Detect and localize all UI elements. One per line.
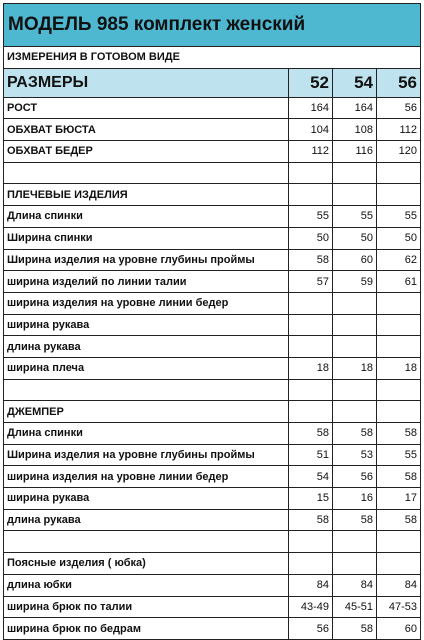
table-row [4, 184, 421, 206]
row-value-cell[interactable]: 164 [289, 97, 333, 119]
row-value-cell[interactable]: 84 [289, 574, 333, 596]
table-row [4, 162, 421, 184]
row-value-cell[interactable] [377, 553, 421, 575]
row-value-cell[interactable]: 17 [377, 488, 421, 510]
row-value-cell[interactable]: 58 [333, 423, 377, 445]
row-value-cell[interactable]: 62 [377, 249, 421, 271]
row-value-cell[interactable]: 55 [377, 206, 421, 228]
row-value-cell[interactable]: 59 [333, 271, 377, 293]
row-label-cell[interactable]: ширина брюк по талии [4, 596, 289, 618]
row-value-cell[interactable]: 58 [289, 509, 333, 531]
row-label-cell[interactable]: ширина изделия на уровне линии бедер [4, 292, 289, 314]
table-row [4, 249, 421, 271]
row-label-cell[interactable]: Длина спинки [4, 423, 289, 445]
size-header-cell[interactable]: 56 [377, 68, 421, 97]
table-row [4, 423, 421, 445]
row-label-cell[interactable]: ширина плеча [4, 357, 289, 379]
row-value-cell[interactable]: 18 [333, 357, 377, 379]
row-value-cell[interactable] [377, 314, 421, 336]
table-row [4, 336, 421, 358]
row-value-cell[interactable]: 60 [333, 249, 377, 271]
row-value-cell[interactable]: 61 [377, 271, 421, 293]
row-value-cell[interactable] [377, 336, 421, 358]
row-value-cell[interactable]: 18 [377, 357, 421, 379]
row-value-cell[interactable]: 84 [377, 574, 421, 596]
row-label-cell[interactable]: ширина рукава [4, 314, 289, 336]
row-value-cell[interactable]: 18 [289, 357, 333, 379]
row-value-cell[interactable]: 50 [377, 227, 421, 249]
row-value-cell[interactable]: 45-51 [333, 596, 377, 618]
row-value-cell[interactable]: 84 [333, 574, 377, 596]
row-label-cell[interactable]: ширина изделий по линии талии [4, 271, 289, 293]
row-value-cell[interactable]: 164 [333, 97, 377, 119]
row-value-cell[interactable] [289, 162, 333, 184]
row-label-cell[interactable]: РОСТ [4, 97, 289, 119]
table-row [4, 357, 421, 379]
table-row [4, 141, 421, 163]
row-label-cell[interactable] [4, 162, 289, 184]
table-row [4, 444, 421, 466]
row-value-cell[interactable]: 57 [289, 271, 333, 293]
row-value-cell[interactable] [377, 379, 421, 401]
row-value-cell[interactable]: 16 [333, 488, 377, 510]
table-row [4, 379, 421, 401]
row-value-cell[interactable]: 58 [377, 466, 421, 488]
table-row [4, 618, 421, 640]
row-value-cell[interactable] [377, 162, 421, 184]
row-value-cell[interactable]: 50 [289, 227, 333, 249]
row-value-cell[interactable]: 112 [289, 141, 333, 163]
row-value-cell[interactable]: 50 [333, 227, 377, 249]
table-row [4, 466, 421, 488]
table-row [4, 227, 421, 249]
row-value-cell[interactable] [289, 553, 333, 575]
row-label-cell[interactable] [4, 379, 289, 401]
row-value-cell[interactable] [289, 379, 333, 401]
row-value-cell[interactable]: 51 [289, 444, 333, 466]
row-value-cell[interactable] [377, 292, 421, 314]
row-value-cell[interactable] [289, 531, 333, 553]
row-label-cell[interactable]: ширина рукава [4, 488, 289, 510]
row-value-cell[interactable]: 55 [333, 206, 377, 228]
row-label-cell[interactable]: Ширина спинки [4, 227, 289, 249]
row-label-cell[interactable]: длина рукава [4, 336, 289, 358]
row-label-cell[interactable]: ДЖЕМПЕР [4, 401, 289, 423]
row-value-cell[interactable] [289, 314, 333, 336]
row-label-cell[interactable]: длина юбки [4, 574, 289, 596]
table-row [4, 553, 421, 575]
row-label-cell[interactable] [4, 531, 289, 553]
size-table [3, 3, 421, 640]
row-value-cell[interactable] [377, 401, 421, 423]
sheet-title[interactable]: МОДЕЛЬ 985 комплект женский [4, 4, 421, 47]
table-row [4, 119, 421, 141]
row-value-cell[interactable]: 58 [333, 509, 377, 531]
table-row [4, 271, 421, 293]
row-value-cell[interactable] [377, 531, 421, 553]
row-value-cell[interactable]: 58 [333, 618, 377, 640]
size-chart-sheet [3, 3, 420, 640]
table-row [4, 206, 421, 228]
table-row [4, 596, 421, 618]
row-label-cell[interactable]: Длина спинки [4, 206, 289, 228]
row-label-cell[interactable]: Ширина изделия на уровне глубины проймы [4, 249, 289, 271]
row-value-cell[interactable]: 56 [333, 466, 377, 488]
row-label-cell[interactable]: ОБХВАТ БЕДЕР [4, 141, 289, 163]
row-value-cell[interactable]: 53 [333, 444, 377, 466]
row-value-cell[interactable] [289, 184, 333, 206]
row-value-cell[interactable]: 120 [377, 141, 421, 163]
row-label-cell[interactable]: ПЛЕЧЕВЫЕ ИЗДЕЛИЯ [4, 184, 289, 206]
row-value-cell[interactable] [333, 162, 377, 184]
table-row [4, 292, 421, 314]
table-row [4, 97, 421, 119]
row-value-cell[interactable] [333, 314, 377, 336]
row-value-cell[interactable]: 58 [377, 509, 421, 531]
table-row [4, 401, 421, 423]
title-row [4, 4, 421, 47]
row-label-cell[interactable]: Ширина изделия на уровне глубины проймы [4, 444, 289, 466]
row-value-cell[interactable]: 56 [377, 97, 421, 119]
row-value-cell[interactable] [333, 336, 377, 358]
row-value-cell[interactable] [333, 401, 377, 423]
row-value-cell[interactable] [377, 184, 421, 206]
table-row [4, 314, 421, 336]
row-label-cell[interactable]: ширина брюк по бедрам [4, 618, 289, 640]
row-value-cell[interactable]: 58 [289, 423, 333, 445]
row-value-cell[interactable]: 15 [289, 488, 333, 510]
row-value-cell[interactable] [333, 292, 377, 314]
row-value-cell[interactable] [289, 336, 333, 358]
sizes-label[interactable]: РАЗМЕРЫ [4, 68, 289, 97]
row-value-cell[interactable] [333, 379, 377, 401]
row-value-cell[interactable]: 58 [289, 249, 333, 271]
row-value-cell[interactable]: 56 [289, 618, 333, 640]
row-value-cell[interactable] [333, 184, 377, 206]
row-value-cell[interactable]: 55 [289, 206, 333, 228]
sizes-header-row [4, 68, 421, 97]
row-value-cell[interactable] [289, 401, 333, 423]
row-value-cell[interactable]: 108 [333, 119, 377, 141]
row-value-cell[interactable]: 60 [377, 618, 421, 640]
row-value-cell[interactable] [333, 553, 377, 575]
table-row [4, 531, 421, 553]
row-label-cell[interactable]: ширина изделия на уровне линии бедер [4, 466, 289, 488]
row-label-cell[interactable]: ОБХВАТ БЮСТА [4, 119, 289, 141]
table-row [4, 574, 421, 596]
size-header-cell[interactable]: 54 [333, 68, 377, 97]
sheet-subtitle[interactable]: ИЗМЕРЕНИЯ В ГОТОВОМ ВИДЕ [4, 47, 421, 69]
row-label-cell[interactable]: Поясные изделия ( юбка) [4, 553, 289, 575]
row-value-cell[interactable]: 116 [333, 141, 377, 163]
row-value-cell[interactable]: 47-53 [377, 596, 421, 618]
row-value-cell[interactable] [333, 531, 377, 553]
row-label-cell[interactable]: длина рукава [4, 509, 289, 531]
table-row [4, 509, 421, 531]
subtitle-row [4, 47, 421, 69]
row-value-cell[interactable]: 112 [377, 119, 421, 141]
row-value-cell[interactable]: 54 [289, 466, 333, 488]
row-value-cell[interactable]: 58 [377, 423, 421, 445]
row-value-cell[interactable] [289, 292, 333, 314]
size-header-cell[interactable]: 52 [289, 68, 333, 97]
row-value-cell[interactable]: 104 [289, 119, 333, 141]
row-value-cell[interactable]: 55 [377, 444, 421, 466]
row-value-cell[interactable]: 43-49 [289, 596, 333, 618]
table-row [4, 488, 421, 510]
